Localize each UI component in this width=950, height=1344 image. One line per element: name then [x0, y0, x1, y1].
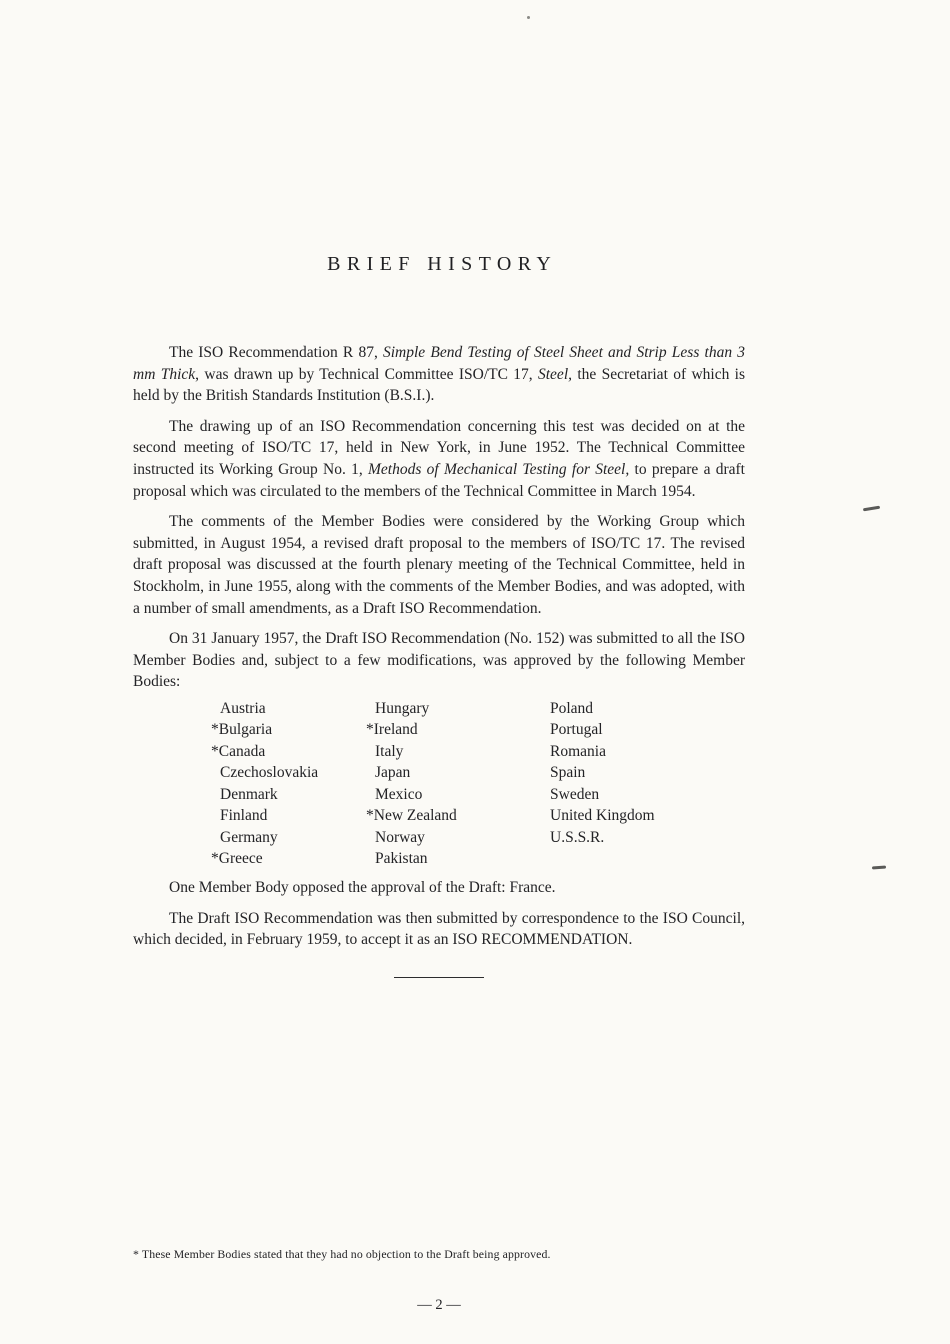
member-item: Romania [550, 742, 606, 760]
paragraph-3: The comments of the Member Bodies were considered by the Working Group which submitted, in August 1954, a revised draft proposal to the members of ISO/TC 17. The revised draft proposal was discussed at the fourth plenary meeting of the Technical Committee, held in Stockholm, in June 1955, along with the comments of the Member Bodies, and was adopted, with a number of small amendments, as a Draft ISO Recommendation. [133, 513, 745, 617]
member-item: *Ireland [366, 721, 418, 739]
italic-committee-subject: Steel, [538, 365, 572, 383]
member-column-2 [366, 698, 550, 870]
margin-pen-mark-1 [863, 506, 880, 511]
member-item: Spain [550, 764, 586, 782]
member-item: Finland [220, 807, 268, 825]
opposed-line: One Member Body opposed the approval of the Draft: France. [169, 878, 556, 896]
text-run: The ISO Recommendation R 87, [169, 344, 383, 361]
member-item: Germany [220, 828, 278, 846]
member-item: Denmark [220, 785, 278, 803]
member-item: Hungary [375, 699, 430, 717]
member-item: Norway [375, 828, 425, 846]
paragraph-2 [133, 416, 745, 502]
footnote: * These Member Bodies stated that they had no objection to the Draft being approved. [133, 1247, 551, 1261]
italic-working-group-title: Methods of Mechanical Testing for Steel, [368, 460, 630, 478]
member-item: U.S.S.R. [550, 828, 605, 846]
section-divider [394, 977, 484, 978]
text-run: , was drawn up by Technical Committee ISO/TC 17, [195, 365, 538, 383]
text-run: The drawing up of an ISO Recommendation concerning this test was decided on at the second meeting of ISO/TC 17, held in New York, in June 1952. The Technical Committee instructed its Working Group No. 1, [133, 417, 745, 478]
page-number: — 2 — [417, 1297, 461, 1313]
text-run: to prepare a draft proposal which was circulated to the members of the Technical Committee in March 1954. [133, 460, 745, 500]
member-column-1 [211, 698, 366, 870]
member-item: Poland [550, 699, 594, 717]
member-item: United Kingdom [550, 807, 655, 825]
paragraph-4: On 31 January 1957, the Draft ISO Recommendation (No. 152) was submitted to all the ISO Member Bodies and, subject to a few modifications, was approved by the following Member Bodies: [133, 630, 745, 691]
member-item: Italy [375, 742, 404, 760]
page-title: BRIEF HISTORY [327, 253, 558, 275]
member-item: Pakistan [375, 850, 428, 868]
member-bodies-list [211, 698, 745, 870]
member-item: *Canada [211, 742, 266, 760]
member-item: Mexico [375, 785, 423, 803]
member-item: Austria [220, 699, 266, 717]
paragraph-1 [133, 342, 745, 407]
member-item: *Greece [211, 850, 263, 868]
member-item: *Bulgaria [211, 721, 273, 739]
italic-document-title: Simple Bend Testing of Steel Sheet and Strip Less than 3 mm Thick [133, 344, 746, 383]
member-item: Japan [375, 764, 411, 782]
margin-pen-mark-2 [872, 866, 886, 869]
member-item: *New Zealand [366, 807, 457, 825]
member-item: Czechoslovakia [220, 764, 319, 782]
paragraph-5: The Draft ISO Recommendation was then submitted by correspondence to the ISO Council, which decided, in February 1959, to accept it as an ISO RECOMMENDATION. [133, 909, 745, 949]
member-item: Sweden [550, 785, 600, 803]
text-run: the Secretariat of which is held by the British Standards Institution (B.S.I.). [133, 365, 746, 405]
member-item: Portugal [550, 721, 603, 739]
text-block [133, 0, 745, 978]
member-column-3 [550, 698, 655, 870]
